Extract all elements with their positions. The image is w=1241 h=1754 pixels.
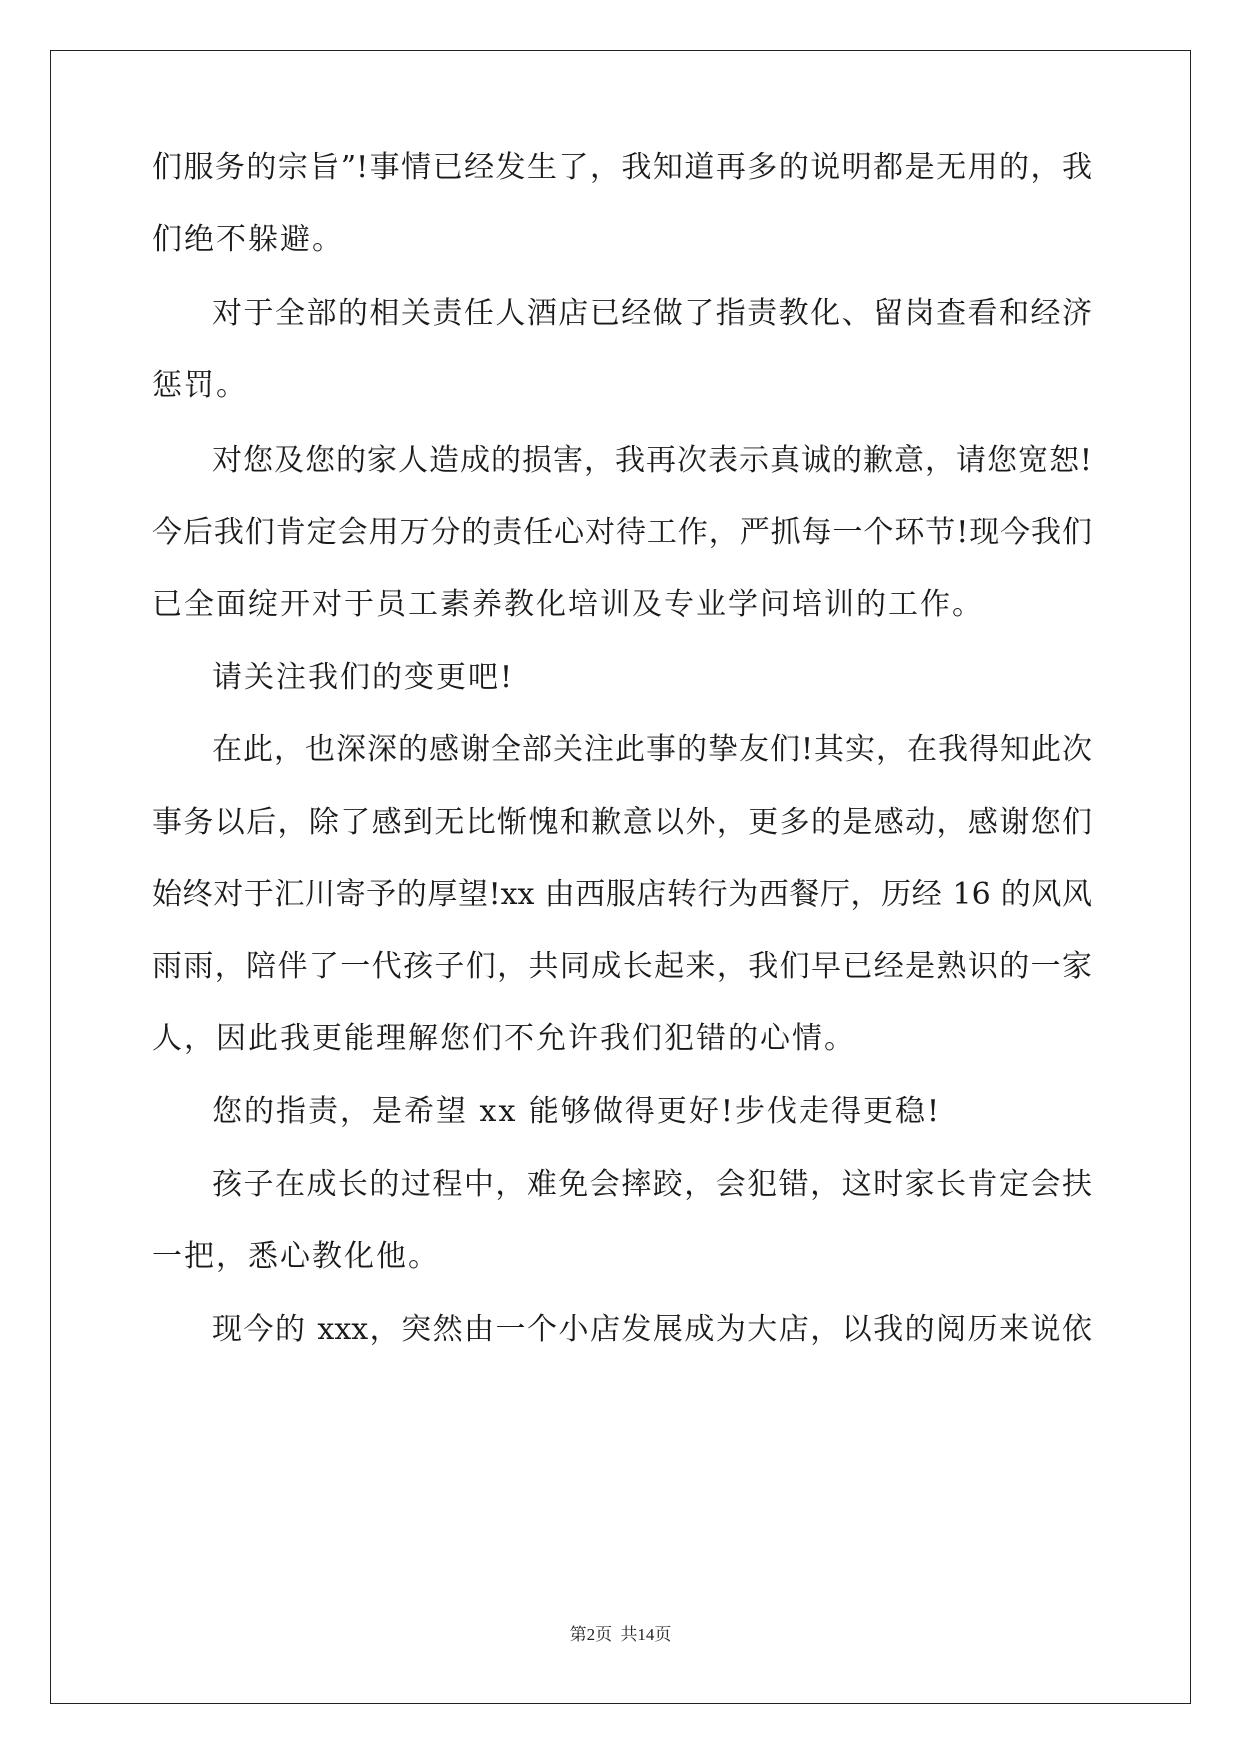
text-line: 人，因此我更能理解您们不允许我们犯错的心情。	[152, 1021, 856, 1056]
page-number: 第2页	[569, 1625, 613, 1644]
text-line: 事务以后，除了感到无比惭愧和歉意以外，更多的是感动，感谢您们	[152, 805, 1092, 840]
text-line: 对于全部的相关责任人酒店已经做了指责教化、留岗查看和经济	[212, 296, 1092, 331]
text-line: 惩罚。	[152, 368, 248, 403]
text-line: 在此，也深深的感谢全部关注此事的挚友们!其实，在我得知此次	[212, 732, 1092, 767]
text-line: 您的指责，是希望 xx 能够做得更好!步伐走得更稳!	[212, 1094, 942, 1129]
text-line: 雨雨，陪伴了一代孩子们，共同成长起来，我们早已经是熟识的一家	[152, 949, 1092, 984]
text-line: 现今的 xxx，突然由一个小店发展成为大店，以我的阅历来说依	[212, 1312, 1092, 1347]
text-line: 已全面绽开对于员工素养教化培训及专业学问培训的工作。	[152, 587, 984, 622]
text-line: 孩子在成长的过程中，难免会摔跤，会犯错，这时家长肯定会扶	[212, 1167, 1092, 1202]
page-footer	[0, 1620, 1241, 1645]
text-line: 始终对于汇川寄予的厚望!xx 由西服店转行为西餐厅，历经 16 的风风	[152, 877, 1092, 912]
text-line: 一把，悉心教化他。	[152, 1239, 440, 1274]
text-line: 今后我们肯定会用万分的责任心对待工作，严抓每一个环节!现今我们	[152, 515, 1092, 550]
text-line: 对您及您的家人造成的损害，我再次表示真诚的歉意，请您宽恕!	[212, 443, 1092, 478]
page-total: 共14页	[620, 1625, 672, 1644]
text-line: 请关注我们的变更吧!	[212, 660, 515, 695]
text-line: 们绝不躲避。	[152, 222, 344, 257]
text-line: 们服务的宗旨”!事情已经发生了，我知道再多的说明都是无用的，我	[152, 150, 1092, 185]
